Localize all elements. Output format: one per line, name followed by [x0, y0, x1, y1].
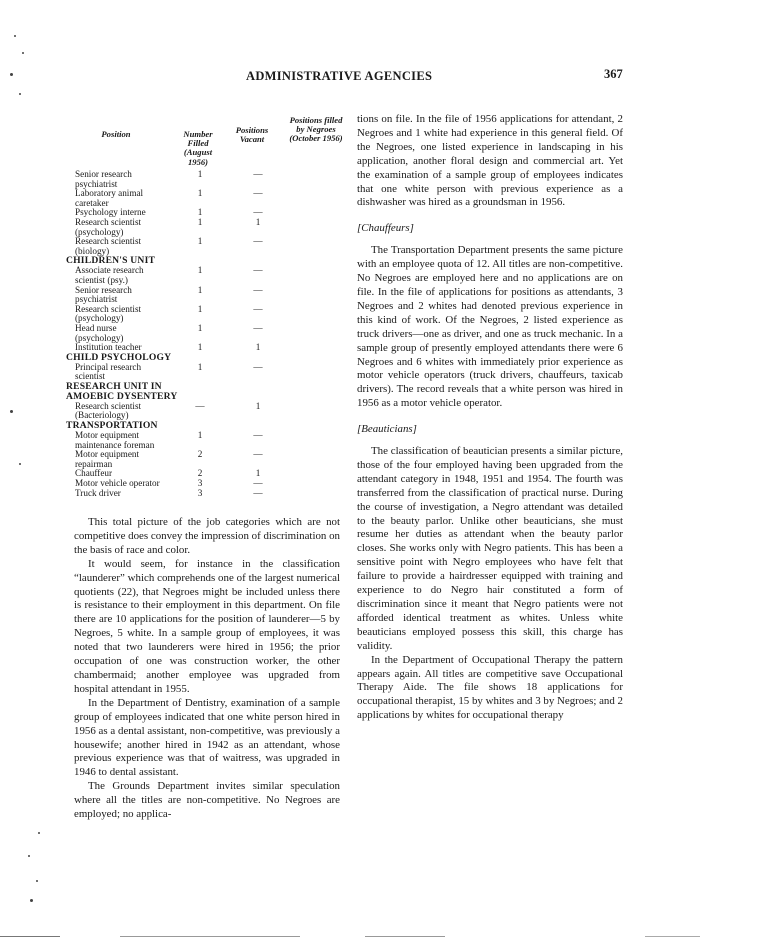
position-label: Institution teacher — [75, 342, 142, 353]
scan-speck — [36, 880, 38, 882]
positions-vacant-cell: 1 — [255, 216, 261, 227]
position-label-cont: caretaker — [75, 197, 109, 208]
scan-speck — [30, 899, 33, 902]
paragraph: This total picture of the job categories which are not competitive does convey the impression of discrimination on the basis of race and color. — [74, 516, 340, 556]
number-filled-cell: 1 — [197, 236, 203, 247]
section-heading-beauticians: [Beauticians] — [357, 423, 417, 436]
position-label: Head nurse — [75, 322, 117, 333]
scan-speck — [14, 35, 16, 37]
table-row — [66, 189, 356, 208]
scan-speck — [19, 463, 21, 465]
scan-speck — [28, 855, 30, 857]
positions-vacant-cell: — — [253, 236, 263, 247]
position-label: Motor equipment — [75, 430, 140, 441]
table-row — [66, 266, 356, 285]
scan-edge-line — [0, 936, 60, 937]
position-label-cont: psychiatrist — [75, 294, 118, 305]
scan-speck — [19, 93, 21, 95]
table-row — [66, 489, 356, 499]
positions-vacant-cell: — — [253, 361, 263, 372]
table-header-positions-vacant: Positions Vacant — [235, 125, 269, 145]
section-label: CHILDREN'S UNIT — [66, 255, 156, 267]
position-label: Chauffeur — [75, 468, 113, 479]
table-body — [66, 170, 356, 498]
number-filled-cell: 1 — [197, 430, 203, 441]
number-filled-cell: 1 — [197, 342, 203, 353]
position-label: Research scientist — [75, 400, 142, 411]
positions-vacant-cell: — — [253, 430, 263, 441]
scan-speck — [10, 410, 13, 413]
number-filled-cell: 1 — [197, 265, 203, 276]
table-row — [66, 237, 356, 256]
position-label-cont: (psychology) — [75, 332, 124, 343]
scan-speck — [38, 832, 40, 834]
positions-vacant-cell: — — [253, 284, 263, 295]
paragraph: The Grounds Department invites similar speculation where all the titles are non-competitive. No Negroes are employed; no applica- — [74, 780, 340, 821]
positions-vacant-cell: — — [253, 169, 263, 179]
positions-vacant-cell: — — [253, 487, 263, 498]
number-filled-cell: 1 — [197, 361, 203, 372]
position-label-cont: repairman — [75, 458, 113, 469]
paragraph: The Transportation Department presents the same picture with an employee quota of 12. All titles are non-competitive. No Negroes are employed here and no applications are on file. In the file of applications for positions as attendants, 3 Negroes and 2 whites had denoted previous experience in this kind of work. Of the Negroes, 2 listed experience as truck drivers—one as driver, and one as truck mechanic. In a sample group of presently employed attendants there were 6 Negroes and 6 whites with immediately prior experience as motor vehicle operators (truck drivers, chauffeurs, taxicab drivers). The record reveals that a white person was hired in 1956 as a motor vehicle operator. — [357, 244, 623, 410]
number-filled-cell: 3 — [197, 487, 203, 498]
table-row — [66, 305, 356, 324]
position-label: Research scientist — [75, 303, 142, 314]
positions-vacant-cell: — — [253, 478, 263, 489]
number-filled-cell: 3 — [197, 478, 203, 489]
left-column — [74, 516, 340, 822]
section-label: TRANSPORTATION — [66, 420, 158, 432]
section-label: AMOEBIC DYSENTERY — [66, 390, 178, 402]
table-header-number-filled: Number Filled (August 1956) — [183, 129, 213, 167]
number-filled-cell: 1 — [197, 284, 203, 295]
number-filled-cell: 1 — [197, 303, 203, 314]
number-filled-cell: 1 — [197, 207, 203, 218]
table-row — [66, 324, 356, 343]
position-label-cont: (Bacteriology) — [75, 410, 129, 421]
paragraph: In the Department of Dentistry, examination of a sample group of employees indicated that one white person hired in 1956 as a dental assistant, non-competitive, was previously a housewife; another hired in 1942 as an attendant, whose previous experience was that of waitress, was upgraded in 1946 to dental assistant. — [74, 696, 340, 779]
number-filled-cell: 1 — [197, 188, 203, 199]
positions-vacant-cell: 1 — [255, 342, 261, 353]
section-label: CHILD PSYCHOLOGY — [66, 351, 172, 363]
position-label-cont: scientist — [75, 371, 106, 382]
position-label-cont: (psychology) — [75, 313, 124, 324]
positions-vacant-cell: — — [253, 322, 263, 333]
running-head: ADMINISTRATIVE AGENCIES — [246, 69, 433, 83]
position-label: Research scientist — [75, 216, 142, 227]
positions-vacant-cell: — — [253, 265, 263, 276]
position-label: Research scientist — [75, 236, 142, 247]
number-filled-cell: 1 — [197, 169, 203, 179]
positions-vacant-cell: — — [253, 303, 263, 314]
section-label: RESEARCH UNIT IN — [66, 380, 162, 392]
table-row — [66, 170, 356, 189]
positions-vacant-cell: — — [253, 449, 263, 460]
paragraph: tions on file. In the file of 1956 applications for attendant, 2 Negroes and 1 white had experience in this general field. Of the Negroes, one listed experience in landscaping in his application, another floral design and commercial art. Yet the examination of a sample group of employees indicates that one white person with previous experience as a dishwasher was hired as a groundsman in 1956. — [357, 113, 623, 209]
table-row — [66, 431, 356, 450]
table-row — [66, 218, 356, 237]
position-label: Motor equipment — [75, 449, 140, 460]
paragraph: The classification of beautician presents a similar picture, those of the four employed having been upgraded from the attendant category in 1948, 1951 and 1954. The fourth was transferred from the classification of practical nurse. During the course of investigation, a Negro attendant was detailed to the beauty parlor. Unlike other beauticians, she must resume her duties as attendant when the beauty parlor closes. She works only with Negro patients. This has been a sensitive point with Negro employees who have felt that failure to provide a hairdresser equipped with training and experience to do Negro hair constituted a form of discrimination since it meant that Negro patients were not afforded identical treatment as whites. Unless white beauticians employed possess this skill, this charge has validity. — [357, 445, 623, 652]
section-heading-chauffeurs: [Chauffeurs] — [357, 222, 414, 235]
scan-edge-line — [365, 936, 445, 937]
number-filled-cell: 2 — [197, 468, 203, 479]
position-label: Truck driver — [75, 487, 121, 498]
scan-edge-line — [120, 936, 300, 937]
position-label: Associate research — [75, 265, 144, 276]
position-label: Motor vehicle operator — [75, 478, 160, 489]
paragraph: It would seem, for instance in the classification “launderer” which comprehends one of the largest numerical quotients (22), that Negroes might be included unless there is resistance to their employment in this department. On file there are 10 applications for the position of launderer—5 by Negroes, 5 white. In a sample group of employees, it was noted that two launderers were hired in 1956; the prior occupation of one was construction worker, the other chambermaid; another employee was upgraded from hospital attendant in 1955. — [74, 557, 340, 695]
table-row — [66, 363, 356, 382]
position-label: Laboratory animal — [75, 188, 144, 199]
position-label-cont: (psychology) — [75, 226, 124, 237]
number-filled-cell: 2 — [197, 449, 203, 460]
scan-edge-line — [645, 936, 700, 937]
position-label-cont: scientist (psy.) — [75, 274, 128, 285]
number-filled-cell: 1 — [197, 216, 203, 227]
position-label: Senior research — [75, 284, 132, 295]
positions-vacant-cell: 1 — [255, 468, 261, 479]
page-header — [0, 69, 763, 89]
position-label-cont: maintenance foreman — [75, 439, 155, 450]
right-column — [357, 113, 623, 723]
paragraph: In the Department of Occupational Therapy the pattern appears again. All titles are competitive save Occupational Therapy Aide. The file shows 18 applications for occupational therapist, 15 by whites and 3 by Negroes; and 2 applications by whites for occupational therapy — [357, 653, 623, 722]
position-label: Psychology interne — [75, 207, 146, 218]
table-header-position: Position — [101, 129, 131, 139]
position-label-cont: psychiatrist — [75, 178, 118, 189]
number-filled-cell: 1 — [197, 322, 203, 333]
number-filled-cell: — — [195, 400, 205, 411]
position-label: Senior research — [75, 169, 132, 179]
positions-vacant-cell: 1 — [255, 400, 261, 411]
table-row — [66, 402, 356, 421]
table-row — [66, 286, 356, 305]
positions-vacant-cell: — — [253, 188, 263, 199]
page-number: 367 — [604, 67, 623, 81]
table-row — [66, 450, 356, 469]
table-header-filled-by-negroes: Positions filled by Negroes (October 1956) — [289, 115, 343, 144]
position-label-cont: (biology) — [75, 245, 110, 256]
scan-speck — [22, 52, 24, 54]
positions-vacant-cell: — — [253, 207, 263, 218]
position-label: Principal research — [75, 361, 142, 372]
